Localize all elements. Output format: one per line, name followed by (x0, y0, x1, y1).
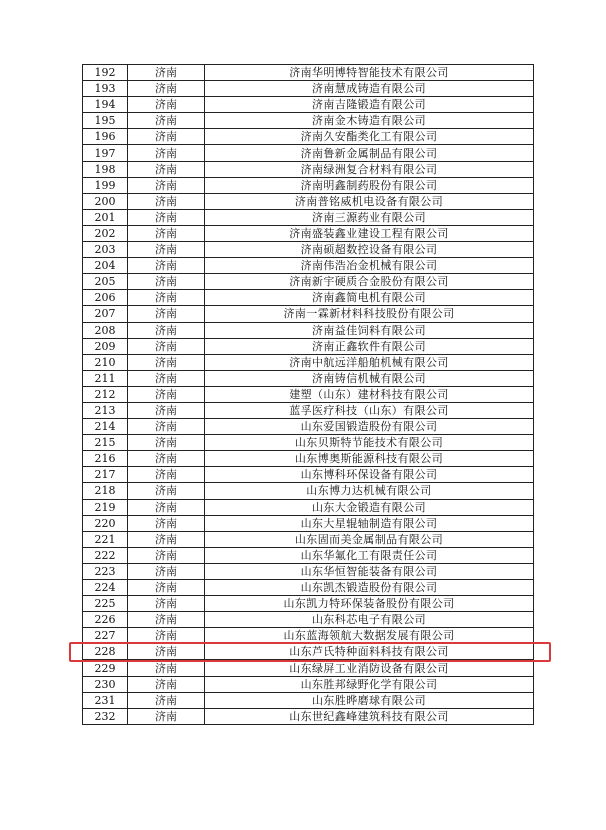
table-row (83, 129, 534, 145)
row-number: 220 (83, 515, 128, 531)
row-city: 济南 (128, 209, 205, 225)
table-row (83, 547, 534, 563)
row-city: 济南 (128, 419, 205, 435)
row-number: 197 (83, 145, 128, 161)
row-company-name: 山东凯力特环保装备股份有限公司 (205, 596, 534, 612)
row-company-name: 山东芦氏特种面料科技有限公司 (205, 644, 534, 660)
row-number: 198 (83, 161, 128, 177)
row-city: 济南 (128, 563, 205, 579)
table-row (83, 193, 534, 209)
row-city: 济南 (128, 354, 205, 370)
table-row (83, 338, 534, 354)
table-row (83, 258, 534, 274)
row-city: 济南 (128, 161, 205, 177)
row-city: 济南 (128, 242, 205, 258)
row-number: 218 (83, 483, 128, 499)
table-row (83, 290, 534, 306)
company-table (82, 64, 534, 725)
row-number: 222 (83, 547, 128, 563)
row-number: 193 (83, 81, 128, 97)
row-number: 209 (83, 338, 128, 354)
row-company-name: 山东爱国锻造股份有限公司 (205, 419, 534, 435)
row-company-name: 山东大金锻造有限公司 (205, 499, 534, 515)
row-company-name: 山东博科环保设备有限公司 (205, 467, 534, 483)
table-row (83, 531, 534, 547)
company-table-body (83, 65, 534, 725)
row-city: 济南 (128, 451, 205, 467)
row-company-name: 济南吉隆锻造有限公司 (205, 97, 534, 113)
row-number: 228 (83, 644, 128, 660)
table-row (83, 515, 534, 531)
row-company-name: 济南盛装鑫业建设工程有限公司 (205, 225, 534, 241)
row-city: 济南 (128, 515, 205, 531)
row-city: 济南 (128, 322, 205, 338)
row-city: 济南 (128, 386, 205, 402)
row-city: 济南 (128, 580, 205, 596)
table-row (83, 177, 534, 193)
row-city: 济南 (128, 531, 205, 547)
table-row (83, 306, 534, 322)
row-number: 204 (83, 258, 128, 274)
table-row (83, 242, 534, 258)
row-city: 济南 (128, 402, 205, 418)
row-company-name: 济南伟浩冶金机械有限公司 (205, 258, 534, 274)
row-number: 196 (83, 129, 128, 145)
row-number: 200 (83, 193, 128, 209)
row-number: 195 (83, 113, 128, 129)
row-number: 224 (83, 580, 128, 596)
row-city: 济南 (128, 225, 205, 241)
row-number: 205 (83, 274, 128, 290)
row-company-name: 济南正鑫软件有限公司 (205, 338, 534, 354)
row-company-name: 山东华氟化工有限责任公司 (205, 547, 534, 563)
table-row (83, 419, 534, 435)
row-city: 济南 (128, 370, 205, 386)
row-company-name: 山东博奥斯能源科技有限公司 (205, 451, 534, 467)
table-row (83, 708, 534, 724)
table-row (83, 161, 534, 177)
table-row (83, 386, 534, 402)
row-number: 232 (83, 708, 128, 724)
row-company-name: 济南鲁新金属制品有限公司 (205, 145, 534, 161)
row-city: 济南 (128, 113, 205, 129)
row-number: 199 (83, 177, 128, 193)
row-company-name: 济南久安酯类化工有限公司 (205, 129, 534, 145)
table-row (83, 660, 534, 676)
row-number: 217 (83, 467, 128, 483)
row-company-name: 山东贝斯特节能技术有限公司 (205, 435, 534, 451)
row-number: 223 (83, 563, 128, 579)
row-number: 212 (83, 386, 128, 402)
row-city: 济南 (128, 499, 205, 515)
row-number: 213 (83, 402, 128, 418)
table-row (83, 65, 534, 81)
row-company-name: 山东凯杰锻造股份有限公司 (205, 580, 534, 596)
row-company-name: 济南益佳饲料有限公司 (205, 322, 534, 338)
row-city: 济南 (128, 193, 205, 209)
row-company-name: 济南新宇硬质合金股份有限公司 (205, 274, 534, 290)
row-number: 201 (83, 209, 128, 225)
row-company-name: 山东绿屏工业消防设备有限公司 (205, 660, 534, 676)
row-city: 济南 (128, 612, 205, 628)
row-number: 215 (83, 435, 128, 451)
row-company-name: 山东科芯电子有限公司 (205, 612, 534, 628)
table-row (83, 676, 534, 692)
row-company-name: 济南鑫简电机有限公司 (205, 290, 534, 306)
row-city: 济南 (128, 644, 205, 660)
row-company-name: 建塑（山东）建材科技有限公司 (205, 386, 534, 402)
row-company-name: 山东华恒智能装备有限公司 (205, 563, 534, 579)
row-city: 济南 (128, 129, 205, 145)
row-company-name: 山东博力达机械有限公司 (205, 483, 534, 499)
row-city: 济南 (128, 692, 205, 708)
company-list-sheet (82, 64, 530, 725)
table-row (83, 97, 534, 113)
table-row (83, 274, 534, 290)
row-company-name: 济南一霖新材料科技股份有限公司 (205, 306, 534, 322)
row-company-name: 济南三源药业有限公司 (205, 209, 534, 225)
row-city: 济南 (128, 435, 205, 451)
row-company-name: 山东世纪鑫峰建筑科技有限公司 (205, 708, 534, 724)
row-city: 济南 (128, 547, 205, 563)
row-company-name: 济南铸信机械有限公司 (205, 370, 534, 386)
row-number: 231 (83, 692, 128, 708)
row-city: 济南 (128, 628, 205, 644)
table-row (83, 612, 534, 628)
table-row (83, 451, 534, 467)
table-row (83, 580, 534, 596)
row-city: 济南 (128, 177, 205, 193)
row-company-name: 济南中航远洋船舶机械有限公司 (205, 354, 534, 370)
row-company-name: 蓝孚医疗科技（山东）有限公司 (205, 402, 534, 418)
row-city: 济南 (128, 258, 205, 274)
row-number: 207 (83, 306, 128, 322)
table-row (83, 113, 534, 129)
row-number: 226 (83, 612, 128, 628)
row-company-name: 山东大星辊轴制造有限公司 (205, 515, 534, 531)
row-city: 济南 (128, 306, 205, 322)
row-company-name: 济南绿洲复合材料有限公司 (205, 161, 534, 177)
table-row (83, 209, 534, 225)
row-company-name: 山东胜晔磨球有限公司 (205, 692, 534, 708)
row-city: 济南 (128, 467, 205, 483)
row-city: 济南 (128, 65, 205, 81)
row-city: 济南 (128, 81, 205, 97)
row-number: 225 (83, 596, 128, 612)
row-company-name: 济南硕超数控设备有限公司 (205, 242, 534, 258)
row-number: 221 (83, 531, 128, 547)
table-row (83, 435, 534, 451)
table-row (83, 370, 534, 386)
table-row (83, 563, 534, 579)
row-city: 济南 (128, 338, 205, 354)
table-row (83, 402, 534, 418)
row-company-name: 山东固而美金属制品有限公司 (205, 531, 534, 547)
row-number: 206 (83, 290, 128, 306)
table-row (83, 225, 534, 241)
row-city: 济南 (128, 596, 205, 612)
row-number: 194 (83, 97, 128, 113)
row-city: 济南 (128, 660, 205, 676)
row-highlight-box (69, 642, 551, 662)
row-number: 202 (83, 225, 128, 241)
table-row (83, 596, 534, 612)
table-row (83, 322, 534, 338)
row-city: 济南 (128, 274, 205, 290)
row-city: 济南 (128, 483, 205, 499)
row-number: 214 (83, 419, 128, 435)
row-company-name: 济南明鑫制药股份有限公司 (205, 177, 534, 193)
row-company-name: 济南华明博特智能技术有限公司 (205, 65, 534, 81)
row-company-name: 济南普铭威机电设备有限公司 (205, 193, 534, 209)
row-company-name: 济南慧成铸造有限公司 (205, 81, 534, 97)
table-row (83, 499, 534, 515)
table-row (83, 467, 534, 483)
row-number: 219 (83, 499, 128, 515)
row-number: 192 (83, 65, 128, 81)
table-row (83, 81, 534, 97)
row-number: 230 (83, 676, 128, 692)
row-city: 济南 (128, 290, 205, 306)
table-row (83, 354, 534, 370)
row-company-name: 山东蓝海领航大数据发展有限公司 (205, 628, 534, 644)
row-number: 203 (83, 242, 128, 258)
row-number: 210 (83, 354, 128, 370)
row-number: 208 (83, 322, 128, 338)
row-city: 济南 (128, 145, 205, 161)
row-number: 227 (83, 628, 128, 644)
row-number: 211 (83, 370, 128, 386)
row-number: 229 (83, 660, 128, 676)
table-row (83, 692, 534, 708)
table-row (83, 145, 534, 161)
row-number: 216 (83, 451, 128, 467)
table-row (83, 483, 534, 499)
row-city: 济南 (128, 97, 205, 113)
row-city: 济南 (128, 708, 205, 724)
row-company-name: 济南金木铸造有限公司 (205, 113, 534, 129)
row-company-name: 山东胜邦绿野化学有限公司 (205, 676, 534, 692)
row-city: 济南 (128, 676, 205, 692)
